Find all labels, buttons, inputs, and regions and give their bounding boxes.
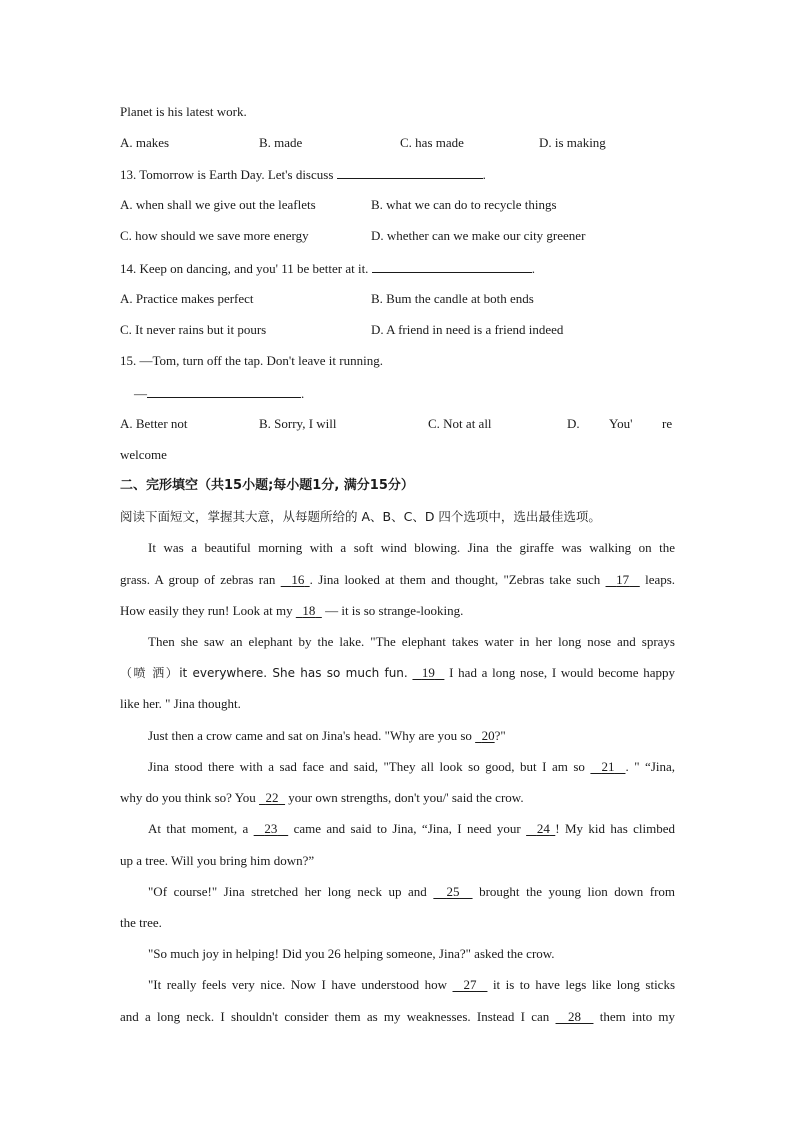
blank-18-number: 18 [302, 603, 316, 618]
passage-p1-line3 [120, 603, 675, 619]
q12-option-d: D. is making [539, 135, 606, 150]
passage-text: ?" [494, 728, 506, 743]
passage-p2-line1: Then she saw an elephant by the lake. "The elephant takes water in her long nose and sprays [148, 634, 675, 649]
blank-27[interactable] [453, 977, 488, 992]
q13-option-d: D. whether can we make our city greener [371, 228, 586, 243]
blank-19-number: 19 [421, 665, 435, 680]
passage-p2-line2 [120, 665, 675, 681]
blank-21-number: 21 [601, 759, 615, 774]
blank-23[interactable] [254, 821, 289, 836]
q13-option-a: A. when shall we give out the leaflets [120, 197, 316, 212]
q13-stem [120, 166, 486, 183]
passage-p1-line2 [120, 572, 675, 588]
blank-20[interactable] [475, 728, 495, 743]
q12-stem-tail: Planet is his latest work. [120, 104, 247, 119]
q12-option-a: A. makes [120, 135, 170, 150]
passage-text: Jina stood there with a sad face and said, "They all look so good, but I am so [148, 759, 585, 774]
blank-17[interactable] [606, 572, 640, 587]
q13-stem-text: 13. Tomorrow is Earth Day. Let's discuss [120, 167, 334, 182]
blank-25-number: 25 [446, 884, 460, 899]
passage-p7: "So much joy in helping! Did you 26 helping someone, Jina?" asked the crow. [148, 946, 555, 961]
q15-option-d-label: D. [567, 416, 580, 431]
passage-text: （喷 洒）it everywhere. She has so much fun. [120, 666, 408, 680]
q13-option-b: B. what we can do to recycle things [371, 197, 557, 212]
blank-23-number: 23 [264, 821, 278, 836]
passage-text: grass. A group of zebras ran [120, 572, 276, 587]
section-2-instruction: 阅读下面短文，掌握其大意，从每题所给的 A、B、C、D 四个选项中，选出最佳选项。 [120, 509, 601, 524]
q14-stem [120, 260, 535, 277]
passage-text: it is to have legs like long sticks [492, 977, 676, 992]
passage-text: I had a long nose, I would become happy [449, 665, 676, 680]
passage-text: brought the young lion down from [479, 884, 676, 899]
blank-28-number: 28 [568, 1009, 581, 1024]
passage-text: leaps. [645, 572, 676, 587]
passage-text: . Jina looked at them and thought, "Zebras take such [309, 572, 601, 587]
q15-option-d-wrap: welcome [120, 447, 167, 462]
passage-p4-line1 [148, 759, 675, 775]
blank-22[interactable] [259, 790, 285, 805]
passage-text: them into my [599, 1009, 676, 1024]
q14-option-a: A. Practice makes perfect [120, 291, 254, 306]
q12-option-b: B. made [259, 135, 303, 150]
q13-option-c: C. how should we save more energy [120, 228, 309, 243]
passage-p1-line1: It was a beautiful morning with a soft wind blowing. Jina the giraffe was walking on the [148, 540, 675, 555]
q15-reply-end: . [301, 386, 305, 401]
q14-option-d: D. A friend in need is a friend indeed [371, 322, 564, 337]
blank-19[interactable] [412, 665, 444, 680]
blank-18[interactable] [296, 603, 322, 618]
blank-25[interactable] [433, 884, 472, 899]
passage-text: — it is so strange-looking. [325, 603, 464, 618]
passage-text: why do you think so? You [120, 790, 256, 805]
q15-option-d-word1: You' [609, 416, 633, 431]
q15-option-b: B. Sorry, I will [259, 416, 337, 431]
q14-stem-end: . [531, 261, 535, 276]
q14-option-b: B. Bum the candle at both ends [371, 291, 534, 306]
blank-24-number: 24 [536, 821, 550, 836]
blank-24[interactable] [526, 821, 555, 836]
blank-28[interactable] [556, 1009, 594, 1024]
passage-text: "It really feels very nice. Now I have understood how [148, 977, 448, 992]
q14-stem-text: 14. Keep on dancing, and you' 11 be better at it. [120, 261, 369, 276]
q13-answer-blank[interactable] [337, 166, 483, 179]
section-2-title: 二、完形填空（共15小题;每小题1分, 满分15分） [120, 478, 414, 493]
q15-reply [134, 385, 304, 402]
passage-p8-line1 [148, 977, 675, 993]
q13-stem-end: . [482, 167, 486, 182]
passage-text: . " “Jina, [625, 759, 676, 774]
q12-option-c: C. has made [400, 135, 464, 150]
q15-reply-dash: — [134, 386, 147, 401]
q15-option-d-word2: re [662, 416, 673, 431]
blank-20-number: 20 [481, 728, 495, 743]
passage-text: How easily they run! Look at my [120, 603, 293, 618]
q15-option-a: A. Better not [120, 416, 188, 431]
passage-p6-line1 [148, 884, 675, 900]
passage-p4-line2 [120, 790, 675, 806]
q15-stem: 15. —Tom, turn off the tap. Don't leave it running. [120, 353, 383, 368]
passage-p3 [148, 728, 675, 744]
blank-27-number: 27 [463, 977, 477, 992]
passage-text: Just then a crow came and sat on Jina's head. "Why are you so [148, 728, 472, 743]
passage-p6-line2: the tree. [120, 915, 162, 930]
q14-option-c: C. It never rains but it pours [120, 322, 267, 337]
passage-text: "Of course!" Jina stretched her long neck up and [148, 884, 427, 899]
passage-p2-line3: like her. " Jina thought. [120, 696, 241, 711]
blank-17-number: 17 [616, 572, 630, 587]
q15-option-c: C. Not at all [428, 416, 492, 431]
blank-22-number: 22 [265, 790, 279, 805]
passage-p8-line2 [120, 1009, 675, 1025]
passage-text: At that moment, a [148, 821, 249, 836]
passage-text: ! My kid has climbed [555, 821, 676, 836]
blank-16-number: 16 [291, 572, 305, 587]
q15-answer-blank[interactable] [147, 385, 301, 398]
blank-16[interactable] [281, 572, 310, 587]
passage-text: came and said to Jina, “Jina, I need your [293, 821, 521, 836]
q14-answer-blank[interactable] [372, 260, 532, 273]
blank-21[interactable] [590, 759, 625, 774]
passage-p5-line2: up a tree. Will you bring him down?” [120, 853, 315, 868]
passage-text: and a long neck. I shouldn't consider them as my weaknesses. Instead I can [120, 1009, 550, 1024]
passage-text: your own strengths, don't you/' said the crow. [288, 790, 524, 805]
passage-p5-line1 [148, 821, 675, 837]
